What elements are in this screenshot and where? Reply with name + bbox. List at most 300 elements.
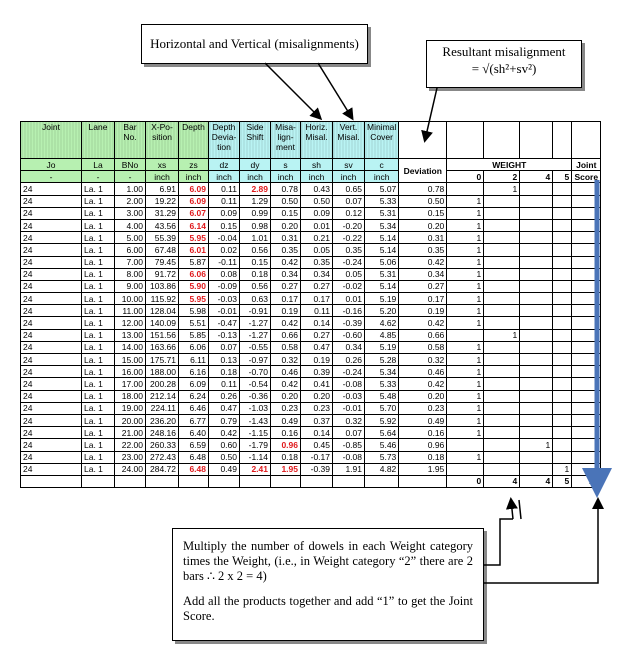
table-cell: 4.82 — [365, 463, 399, 475]
column-unit: inch — [365, 171, 399, 183]
table-cell: 0.19 — [399, 305, 447, 317]
table-cell: 0.23 — [399, 402, 447, 414]
table-cell: 6.48 — [179, 451, 209, 463]
table-cell: 6.46 — [179, 402, 209, 414]
table-cell: -1.03 — [240, 402, 271, 414]
table-cell: La. 1 — [82, 366, 115, 378]
table-cell: 103.86 — [146, 280, 179, 292]
table-cell: -0.16 — [333, 305, 365, 317]
table-cell: 24 — [21, 280, 82, 292]
table-cell: -0.60 — [333, 329, 365, 341]
table-cell: 0.31 — [399, 232, 447, 244]
table-cell: 1 — [447, 354, 484, 366]
table-cell: 0.19 — [301, 354, 333, 366]
resultant-formula: = √(sh²+sv²) — [471, 61, 537, 76]
table-cell: 0.16 — [271, 427, 301, 439]
table-cell: 5.33 — [365, 378, 399, 390]
table-cell: 67.48 — [146, 244, 179, 256]
table-cell: 5.87 — [179, 256, 209, 268]
table-cell: 0.49 — [209, 463, 240, 475]
table-cell: 1.00 — [115, 183, 146, 195]
table-cell: 24 — [21, 256, 82, 268]
column-header: Misa-lign-ment — [271, 122, 301, 159]
table-cell: 0.56 — [240, 244, 271, 256]
table-cell: 24 — [21, 378, 82, 390]
table-cell: 24 — [21, 244, 82, 256]
table-cell: 248.16 — [146, 427, 179, 439]
column-unit: inch — [333, 171, 365, 183]
table-cell: 1 — [484, 183, 520, 195]
table-cell: 175.71 — [146, 354, 179, 366]
table-cell: -0.01 — [209, 305, 240, 317]
table-cell: -1.15 — [240, 427, 271, 439]
table-cell: 6.11 — [179, 354, 209, 366]
table-cell: 0.18 — [271, 451, 301, 463]
table-cell: 0.11 — [209, 195, 240, 207]
table-cell: 0.27 — [399, 280, 447, 292]
table-cell: 0.15 — [271, 207, 301, 219]
table-cell: 0.17 — [271, 293, 301, 305]
weight-total: 0 — [447, 475, 484, 487]
table-cell: 0.42 — [271, 256, 301, 268]
table-cell: -1.14 — [240, 451, 271, 463]
table-cell: 1.95 — [399, 463, 447, 475]
table-cell: 0.46 — [399, 366, 447, 378]
table-cell: 140.09 — [146, 317, 179, 329]
table-cell: La. 1 — [82, 390, 115, 402]
column-code: zs — [179, 159, 209, 171]
table-cell: 0.79 — [209, 414, 240, 426]
table-cell: 91.72 — [146, 268, 179, 280]
table-cell: 163.66 — [146, 341, 179, 353]
table-cell: 0.16 — [399, 427, 447, 439]
table-cell: 128.04 — [146, 305, 179, 317]
table-cell: 24 — [21, 341, 82, 353]
table-cell: 1 — [447, 232, 484, 244]
table-cell: 0.11 — [209, 378, 240, 390]
table-cell: 31.29 — [146, 207, 179, 219]
table-cell: -0.02 — [333, 280, 365, 292]
table-cell: 1 — [447, 451, 484, 463]
table-cell: 24 — [21, 207, 82, 219]
table-cell: -0.97 — [240, 354, 271, 366]
table-cell: 5.51 — [179, 317, 209, 329]
table-cell: 0.78 — [271, 183, 301, 195]
table-cell: La. 1 — [82, 232, 115, 244]
table-cell: -0.47 — [209, 317, 240, 329]
table-cell: 0.19 — [271, 305, 301, 317]
table-cell: 0.96 — [271, 439, 301, 451]
table-cell: 151.56 — [146, 329, 179, 341]
table-cell: La. 1 — [82, 268, 115, 280]
table-cell: 22.00 — [115, 439, 146, 451]
table-cell: La. 1 — [82, 305, 115, 317]
table-cell: 24 — [21, 439, 82, 451]
table-cell: La. 1 — [82, 207, 115, 219]
table-cell: 0.46 — [271, 366, 301, 378]
table-cell: 0.42 — [399, 256, 447, 268]
table-cell: 0.32 — [333, 414, 365, 426]
table-cell: 0.56 — [240, 280, 271, 292]
table-cell: 5.14 — [365, 232, 399, 244]
table-cell: 6.06 — [179, 268, 209, 280]
table-cell: 0.01 — [333, 293, 365, 305]
table-cell: 0.37 — [301, 414, 333, 426]
table-cell: 0.35 — [271, 244, 301, 256]
table-cell: 0.35 — [399, 244, 447, 256]
table-cell: 0.09 — [209, 207, 240, 219]
table-cell: 7.00 — [115, 256, 146, 268]
table-cell: 1 — [447, 207, 484, 219]
table-cell: -0.36 — [240, 390, 271, 402]
table-cell: 0.15 — [209, 219, 240, 231]
table-cell: La. 1 — [82, 293, 115, 305]
column-header: Side Shift — [240, 122, 271, 159]
table-cell: 0.47 — [301, 341, 333, 353]
table-cell: 6.16 — [179, 366, 209, 378]
table-cell: 0.66 — [271, 329, 301, 341]
table-cell: 1 — [447, 244, 484, 256]
column-header: Bar No. — [115, 122, 146, 159]
table-cell: 6.48 — [179, 463, 209, 475]
joint-score-label-top: Joint — [572, 159, 601, 171]
table-cell: 0.50 — [399, 195, 447, 207]
table-cell: 24 — [21, 305, 82, 317]
table-cell: 0.35 — [301, 256, 333, 268]
column-header: Depth — [179, 122, 209, 159]
table-cell: 0.09 — [301, 207, 333, 219]
table-cell: -0.24 — [333, 256, 365, 268]
table-cell: 1 — [553, 463, 572, 475]
column-code: xs — [146, 159, 179, 171]
table-cell: 14.00 — [115, 341, 146, 353]
weight-total: 4 — [484, 475, 520, 487]
table-cell: 5.64 — [365, 427, 399, 439]
column-code: BNo — [115, 159, 146, 171]
table-cell: 0.05 — [301, 244, 333, 256]
table-cell: 1 — [447, 305, 484, 317]
table-cell: 43.56 — [146, 219, 179, 231]
table-cell: 1 — [447, 280, 484, 292]
column-unit: inch — [146, 171, 179, 183]
table-cell: 0.39 — [301, 366, 333, 378]
table-cell: 6.40 — [179, 427, 209, 439]
table-cell: -0.09 — [209, 280, 240, 292]
table-cell: 0.58 — [271, 341, 301, 353]
table-cell: La. 1 — [82, 183, 115, 195]
table-cell: 0.32 — [271, 354, 301, 366]
table-cell: 0.50 — [271, 195, 301, 207]
table-cell: -0.01 — [333, 402, 365, 414]
table-cell: 16.00 — [115, 366, 146, 378]
column-header: X-Po-sition — [146, 122, 179, 159]
table-cell: -0.08 — [333, 378, 365, 390]
table-cell: 24 — [21, 317, 82, 329]
add-instruction: Add all the products together and add “1” to get the Joint Score. — [183, 594, 473, 623]
table-cell: 11.00 — [115, 305, 146, 317]
column-unit: - — [82, 171, 115, 183]
resultant-title: Resultant misalignment — [442, 44, 566, 59]
table-cell: 23.00 — [115, 451, 146, 463]
table-cell: 24 — [21, 402, 82, 414]
table-cell: 10.00 — [115, 293, 146, 305]
table-cell: 5.00 — [115, 232, 146, 244]
table-cell: 0.20 — [301, 390, 333, 402]
column-code: dy — [240, 159, 271, 171]
table-cell: 0.34 — [271, 268, 301, 280]
table-cell: 0.42 — [271, 317, 301, 329]
table-cell: 0.15 — [240, 256, 271, 268]
table-cell: 0.96 — [399, 439, 447, 451]
table-cell: 212.14 — [146, 390, 179, 402]
table-cell: 2.41 — [240, 463, 271, 475]
table-cell: 15.00 — [115, 354, 146, 366]
table-cell: -0.08 — [333, 451, 365, 463]
table-cell: 19.22 — [146, 195, 179, 207]
table-cell: La. 1 — [82, 219, 115, 231]
table-cell: 6.91 — [146, 183, 179, 195]
table-cell: -0.03 — [333, 390, 365, 402]
table-cell: -0.17 — [301, 451, 333, 463]
table-cell: 0.34 — [333, 341, 365, 353]
table-cell: 6.09 — [179, 195, 209, 207]
table-cell: La. 1 — [82, 402, 115, 414]
table-cell: 24 — [21, 427, 82, 439]
table-cell: 6.09 — [179, 378, 209, 390]
table-cell: La. 1 — [82, 341, 115, 353]
table-cell: -0.91 — [240, 305, 271, 317]
table-cell: 5.92 — [365, 414, 399, 426]
table-cell: 236.20 — [146, 414, 179, 426]
table-cell: 24 — [21, 366, 82, 378]
table-cell: 188.00 — [146, 366, 179, 378]
table-cell: 0.65 — [333, 183, 365, 195]
table-cell: 6.59 — [179, 439, 209, 451]
table-cell: La. 1 — [82, 256, 115, 268]
column-unit: inch — [240, 171, 271, 183]
table-cell: 1 — [447, 390, 484, 402]
table-cell: 0.07 — [333, 427, 365, 439]
deviation-label: Deviation — [399, 159, 447, 183]
table-cell: 24 — [21, 414, 82, 426]
table-cell: 0.18 — [399, 451, 447, 463]
table-cell: 5.31 — [365, 268, 399, 280]
table-cell: 0.78 — [399, 183, 447, 195]
column-unit: - — [115, 171, 146, 183]
table-cell: 55.39 — [146, 232, 179, 244]
table-cell: -1.43 — [240, 414, 271, 426]
table-cell: 1 — [447, 427, 484, 439]
table-cell: 0.11 — [301, 305, 333, 317]
table-cell: 24 — [21, 268, 82, 280]
table-cell: 24 — [21, 451, 82, 463]
table-cell: 5.46 — [365, 439, 399, 451]
table-cell: 21.00 — [115, 427, 146, 439]
table-cell: 0.07 — [333, 195, 365, 207]
table-cell: 24 — [21, 329, 82, 341]
table-cell: 24 — [21, 390, 82, 402]
table-cell: 1 — [447, 293, 484, 305]
table-cell: 0.17 — [301, 293, 333, 305]
table-cell: 24 — [21, 293, 82, 305]
table-cell: 0.35 — [333, 244, 365, 256]
table-cell: 0.23 — [271, 402, 301, 414]
table-cell: -0.22 — [333, 232, 365, 244]
multiply-instruction: Multiply the number of dowels in each Weight category times the Weight, (i.e., in Weight category “2” there are 2 bars ∴ 2 x 2 = 4) — [183, 539, 473, 583]
table-cell: 5.19 — [365, 341, 399, 353]
table-cell: 1 — [447, 268, 484, 280]
column-code: sv — [333, 159, 365, 171]
table-cell: 0.50 — [301, 195, 333, 207]
table-cell: 0.27 — [301, 329, 333, 341]
horizontal-vertical-text: Horizontal and Vertical (misalignments) — [150, 36, 359, 51]
table-cell: 6.01 — [179, 244, 209, 256]
table-cell: 0.98 — [240, 219, 271, 231]
table-cell: 5.06 — [365, 256, 399, 268]
table-cell: 1 — [484, 329, 520, 341]
table-cell: 0.14 — [301, 317, 333, 329]
column-code: Jo — [21, 159, 82, 171]
table-cell: 24 — [21, 232, 82, 244]
table-cell: 0.01 — [301, 219, 333, 231]
column-code: c — [365, 159, 399, 171]
column-code: dz — [209, 159, 240, 171]
table-cell: -0.04 — [209, 232, 240, 244]
joint-score-label-bottom: Score — [572, 171, 601, 183]
table-cell: 5.19 — [365, 293, 399, 305]
table-cell: 0.23 — [301, 402, 333, 414]
column-code: s — [271, 159, 301, 171]
table-cell: La. 1 — [82, 451, 115, 463]
weight-category: 5 — [553, 171, 572, 183]
table-cell: La. 1 — [82, 427, 115, 439]
table-cell: 6.07 — [179, 207, 209, 219]
arrow-to-deviation — [425, 88, 437, 140]
table-cell: 0.58 — [399, 341, 447, 353]
table-cell: 0.18 — [240, 268, 271, 280]
table-cell: 0.42 — [209, 427, 240, 439]
table-cell: 4.85 — [365, 329, 399, 341]
table-cell: 0.49 — [271, 414, 301, 426]
table-cell: 0.41 — [301, 378, 333, 390]
weight-total: 5 — [553, 475, 572, 487]
table-cell: 0.34 — [301, 268, 333, 280]
table-cell: La. 1 — [82, 317, 115, 329]
table-cell: 5.85 — [179, 329, 209, 341]
table-cell: 0.32 — [399, 354, 447, 366]
table-cell: 0.20 — [399, 390, 447, 402]
table-cell: 3.00 — [115, 207, 146, 219]
weight-label: WEIGHT — [447, 159, 572, 171]
column-header: Depth Devia-tion — [209, 122, 240, 159]
column-unit: inch — [271, 171, 301, 183]
table-cell: 0.13 — [209, 354, 240, 366]
table-cell: 5.34 — [365, 366, 399, 378]
table-cell: 0.21 — [301, 232, 333, 244]
table-cell: 5.95 — [179, 232, 209, 244]
table-cell: 0.49 — [399, 414, 447, 426]
table-cell: 0.26 — [209, 390, 240, 402]
table-cell: 1 — [447, 256, 484, 268]
table-cell: -0.03 — [209, 293, 240, 305]
table-cell: 1.29 — [240, 195, 271, 207]
table-cell: 6.06 — [179, 341, 209, 353]
table-cell: 1.95 — [271, 463, 301, 475]
table-cell: 19.00 — [115, 402, 146, 414]
table-cell: 5.20 — [365, 305, 399, 317]
table-cell: -1.27 — [240, 329, 271, 341]
arrow-to-joint-score-total — [484, 519, 598, 583]
table-cell: La. 1 — [82, 439, 115, 451]
table-cell: 0.27 — [271, 280, 301, 292]
table-cell: 1 — [520, 439, 553, 451]
table-cell: 0.07 — [209, 341, 240, 353]
table-cell: 5.98 — [179, 305, 209, 317]
weight-category: 4 — [520, 171, 553, 183]
table-cell: 5.28 — [365, 354, 399, 366]
table-cell: 0.50 — [209, 451, 240, 463]
column-header: Minimal Cover — [365, 122, 399, 159]
table-cell: 0.15 — [399, 207, 447, 219]
column-unit: inch — [209, 171, 240, 183]
column-unit: - — [21, 171, 82, 183]
table-cell: 272.43 — [146, 451, 179, 463]
table-cell: 4.62 — [365, 317, 399, 329]
table-cell: -0.11 — [209, 256, 240, 268]
table-cell: 1 — [447, 317, 484, 329]
table-cell: 1 — [447, 341, 484, 353]
table-cell: 6.24 — [179, 390, 209, 402]
table-cell: 0.18 — [209, 366, 240, 378]
table-cell: 0.42 — [271, 378, 301, 390]
column-header: Vert. Misal. — [333, 122, 365, 159]
table-cell: 1 — [447, 414, 484, 426]
table-cell: 12.00 — [115, 317, 146, 329]
table-cell: 24 — [21, 354, 82, 366]
table-cell: -0.13 — [209, 329, 240, 341]
table-cell: 79.45 — [146, 256, 179, 268]
table-cell: 20.00 — [115, 414, 146, 426]
table-cell: 24 — [21, 219, 82, 231]
column-unit: inch — [179, 171, 209, 183]
table-cell: 24 — [21, 463, 82, 475]
table-cell: 0.43 — [301, 183, 333, 195]
table-cell: 1 — [447, 195, 484, 207]
joint-score-total: 14 — [572, 475, 601, 487]
table-cell: 5.14 — [365, 244, 399, 256]
table-cell: 0.63 — [240, 293, 271, 305]
table-cell: 18.00 — [115, 390, 146, 402]
table-cell: 115.92 — [146, 293, 179, 305]
table-cell: 6.00 — [115, 244, 146, 256]
arrow-to-horizontal-misal — [265, 63, 320, 118]
table-cell: 200.28 — [146, 378, 179, 390]
table-cell: -1.27 — [240, 317, 271, 329]
table-cell: -0.39 — [301, 463, 333, 475]
column-header: Joint — [21, 122, 82, 159]
weight-total: 4 — [520, 475, 553, 487]
table-cell: -0.20 — [333, 219, 365, 231]
table-cell: 24 — [21, 195, 82, 207]
table-cell: 5.34 — [365, 219, 399, 231]
table-cell: La. 1 — [82, 195, 115, 207]
table-cell: 0.05 — [333, 268, 365, 280]
table-cell: 0.08 — [209, 268, 240, 280]
table-cell: -0.54 — [240, 378, 271, 390]
table-cell: La. 1 — [82, 414, 115, 426]
table-cell: 0.60 — [209, 439, 240, 451]
table-cell: 260.33 — [146, 439, 179, 451]
